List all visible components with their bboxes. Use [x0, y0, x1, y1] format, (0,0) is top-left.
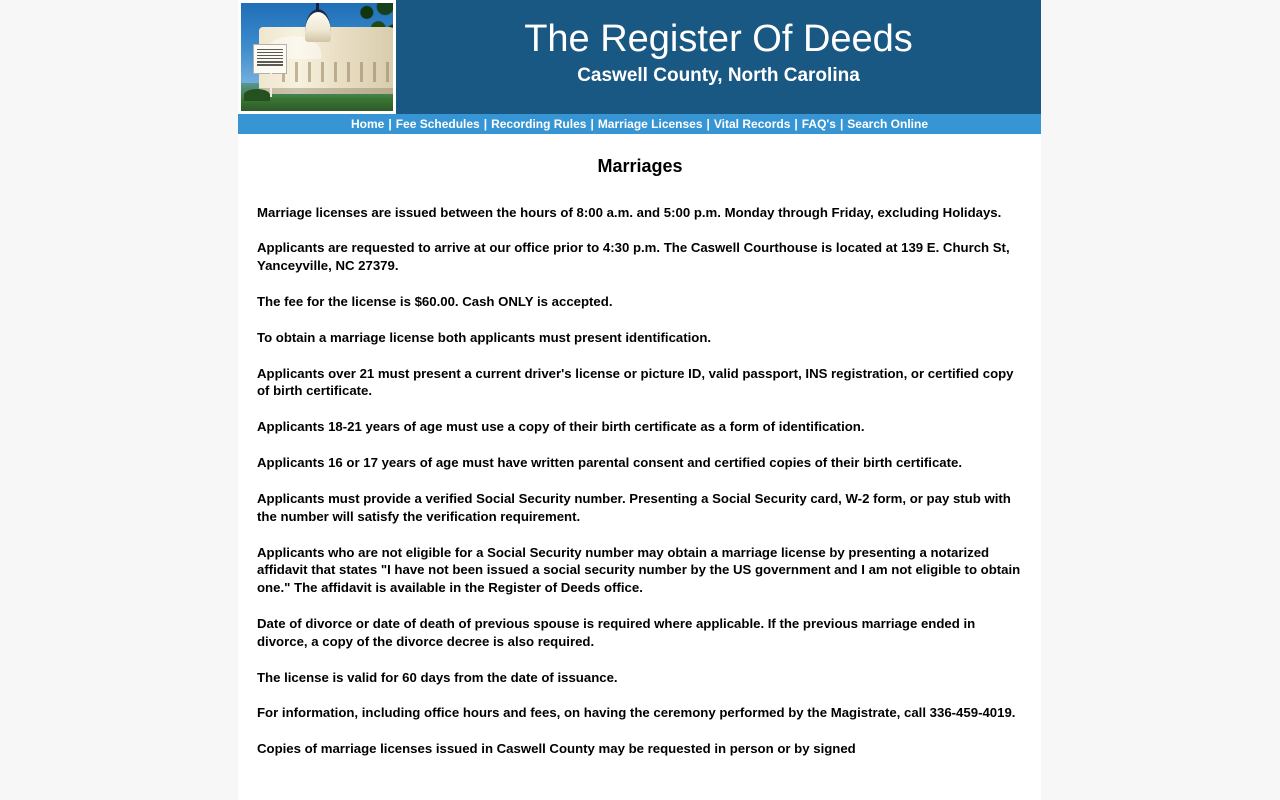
navigation-links [351, 117, 928, 131]
photo-building-arches [282, 62, 396, 82]
paragraph-ssn-affidavit: Applicants who are not eligible for a Social Security number may obtain a marriage license by presenting a notarized affidavit that states "I have not been issued a social security number by the US government and I am not eligible to obtain one." The affidavit is available in the Register of Deeds office. [257, 544, 1021, 596]
site-title-block [396, 0, 1041, 114]
nav-item-faqs[interactable]: FAQ's [801, 117, 836, 131]
paragraph-arrival-and-address: Applicants are requested to arrive at our office prior to 4:30 p.m. The Caswell Courthouse is located at 139 E. Church St, Yanceyville, NC 27379. [257, 240, 1010, 274]
paragraph-applicants-16-17: Applicants 16 or 17 years of age must have written parental consent and certified copies of their birth certificate. [257, 455, 962, 471]
main-content [238, 134, 1041, 778]
nav-item-recording-rules[interactable]: Recording Rules [491, 117, 587, 131]
paragraph-social-security-number: Applicants must provide a verified Social Security number. Presenting a Social Security card, W-2 form, or pay stub with the number will satisfy the verification requirement. [257, 490, 1011, 524]
nav-item-vital-records[interactable]: Vital Records [713, 117, 791, 131]
nav-separator: | [388, 117, 392, 131]
paragraph-identification-required: To obtain a marriage license both applicants must present identification. [257, 329, 712, 345]
nav-separator: | [794, 117, 798, 131]
paragraph-license-validity: The license is valid for 60 days from the date of issuance. [257, 669, 618, 685]
nav-separator: | [706, 117, 710, 131]
paragraph-applicants-over-21: Applicants over 21 must present a current driver's license or picture ID, valid passport, INS registration, or certified copy of birth certificate. [257, 365, 1014, 399]
page-title: Marriages [597, 156, 683, 176]
nav-separator: | [590, 117, 594, 131]
photo-historical-marker-sign [253, 44, 287, 74]
site-container [238, 0, 1041, 800]
paragraph-magistrate-ceremony: For information, including office hours and fees, on having the ceremony performed by the Magistrate, call 336-459-4019. [257, 705, 1016, 721]
nav-item-home[interactable]: Home [350, 117, 385, 131]
paragraph-applicants-18-21: Applicants 18-21 years of age must use a copy of their birth certificate as a form of identification. [257, 419, 865, 435]
nav-item-marriage-licenses[interactable]: Marriage Licenses [597, 117, 703, 131]
nav-separator: | [483, 117, 488, 131]
nav-item-fee-schedules[interactable]: Fee Schedules [395, 117, 480, 131]
paragraph-previous-marriage: Date of divorce or date of death of previous spouse is required where applicable. If the previous marriage ended in divorce, a copy of the divorce decree is also required. [257, 615, 976, 649]
paragraph-license-hours: Marriage licenses are issued between the hours of 8:00 a.m. and 5:00 p.m. Monday through Friday, excluding Holidays. [257, 204, 1002, 220]
paragraph-copies-of-licenses: Copies of marriage licenses issued in Caswell County may be requested in person or by signed [257, 741, 856, 757]
site-title: The Register Of Deeds [524, 17, 913, 60]
site-header [238, 0, 1041, 114]
main-navigation [238, 114, 1041, 134]
paragraph-fee: The fee for the license is $60.00. Cash ONLY is accepted. [257, 294, 613, 310]
nav-separator: | [839, 117, 844, 131]
nav-item-search-online[interactable]: Search Online [847, 117, 928, 131]
courthouse-photo [238, 0, 396, 114]
site-subtitle: Caswell County, North Carolina [577, 64, 860, 86]
photo-courthouse-dome [305, 9, 331, 42]
photo-shrub [244, 89, 270, 101]
